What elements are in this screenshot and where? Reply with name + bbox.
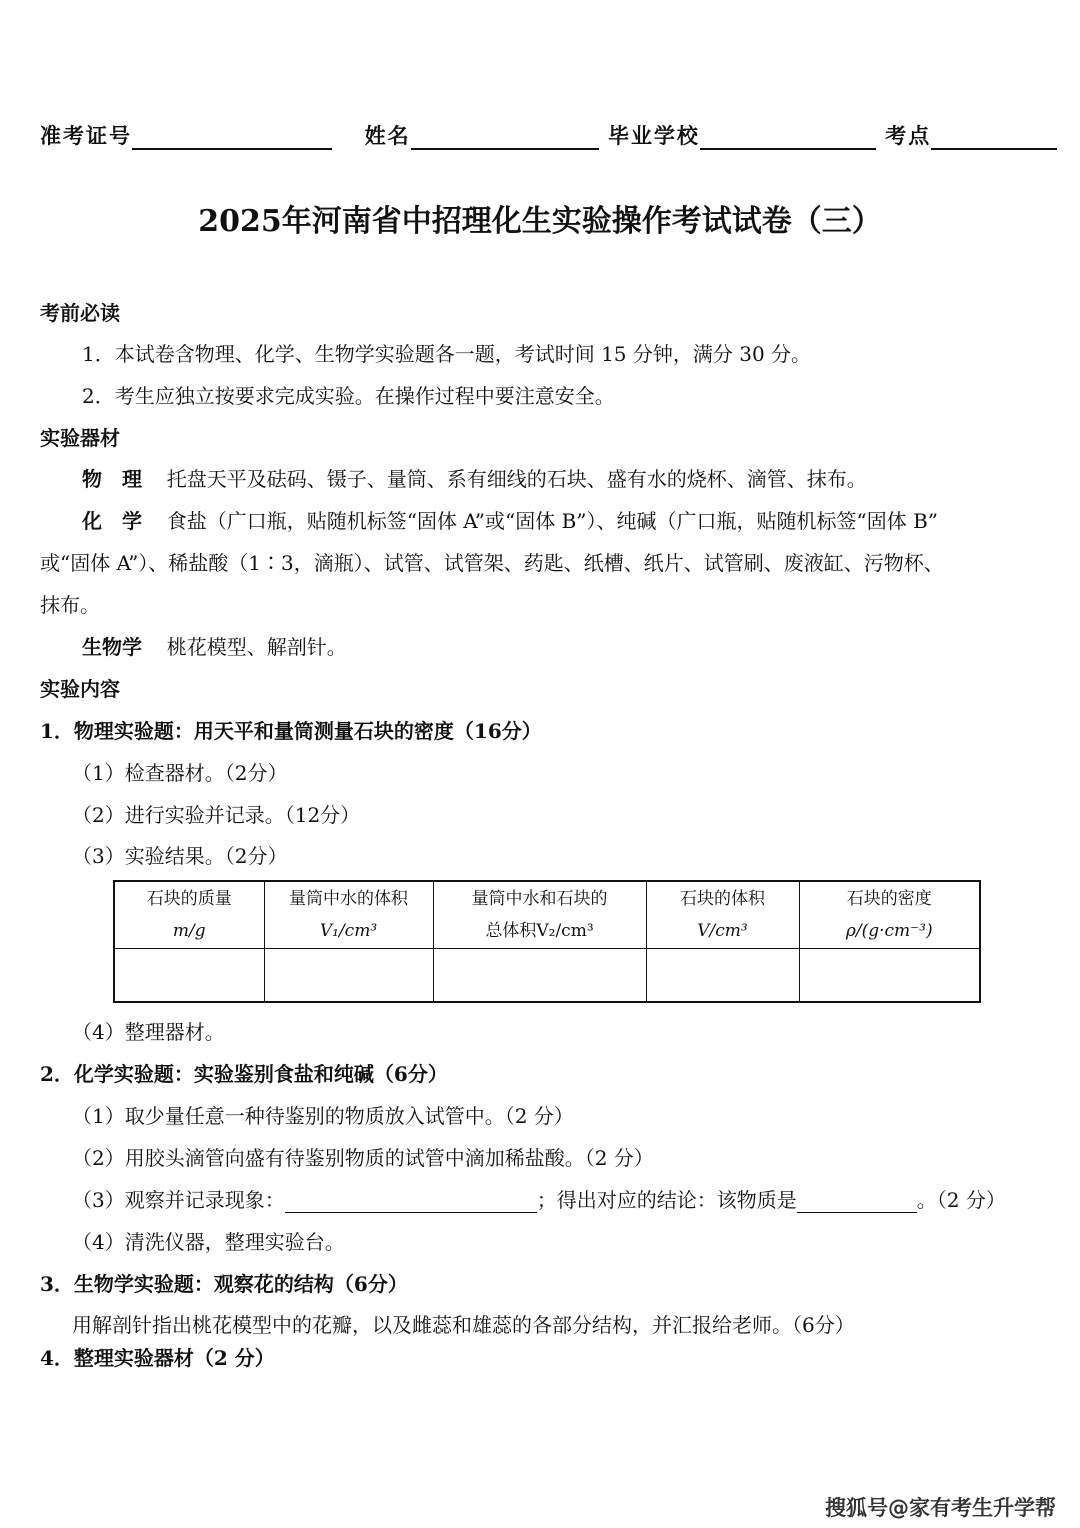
chemistry-text-3: 抹布。 [40, 593, 100, 617]
notice-item-2: 2．考生应独立按要求完成实验。在操作过程中要注意安全。 [82, 384, 615, 408]
biology-text: 桃花模型、解剖针。 [166, 635, 347, 659]
physics-label: 物 理 [82, 467, 142, 491]
physics-text: 托盘天平及砝码、镊子、量筒、系有细线的石块、盛有水的烧杯、滴管、抹布。 [166, 467, 867, 491]
site-blank[interactable] [931, 126, 1057, 150]
chemistry-text-2: 或“固体 A”）、稀盐酸（1∶3，滴瓶）、试管、试管架、药匙、纸槽、纸片、试管刷、废液缸、污物杯、 [40, 551, 944, 575]
q3-title: 3．生物学实验题：观察花的结构（6分） [40, 1272, 408, 1296]
q2-step-3: （3）观察并记录现象： ；得出对应的结论：该物质是 。（2 分） [72, 1188, 1006, 1212]
exam-id-label: 准考证号 [40, 123, 132, 148]
notice-heading: 考前必读 [40, 301, 120, 325]
stone-volume-input-cell[interactable] [646, 949, 799, 1003]
q1-step-1: （1）检查器材。（2分） [72, 761, 288, 785]
exam-id-blank[interactable] [132, 126, 332, 150]
materials-chemistry [82, 505, 938, 534]
q2-step-1: （1）取少量任意一种待鉴别的物质放入试管中。（2 分） [72, 1104, 574, 1128]
watermark: 搜狐号@家有考生升学帮 [825, 1496, 1056, 1520]
chemistry-label: 化 学 [82, 509, 142, 533]
table-header-cell: 量筒中水和石块的 总体积V₂/cm³ [433, 881, 646, 949]
content-heading: 实验内容 [40, 677, 120, 701]
materials-physics [82, 463, 867, 492]
name-label: 姓名 [364, 123, 411, 148]
exam-header [40, 120, 1057, 150]
mass-input-cell[interactable] [114, 949, 264, 1003]
school-blank[interactable] [700, 126, 876, 150]
q1-step-2: （2）进行实验并记录。（12分） [72, 803, 361, 827]
q1-step-4: （4）整理器材。 [72, 1020, 225, 1044]
results-table [113, 880, 981, 1003]
table-header-cell: 石块的体积 V/cm³ [646, 881, 799, 949]
q2-step-2: （2）用胶头滴管向盛有待鉴别物质的试管中滴加稀盐酸。（2 分） [72, 1146, 654, 1170]
q1-step-3: （3）实验结果。（2分） [72, 844, 288, 868]
conclusion-blank[interactable] [797, 1192, 917, 1213]
notice-item-1: 1．本试卷含物理、化学、生物学实验题各一题，考试时间 15 分钟，满分 30 分。 [82, 342, 812, 366]
table-header-cell: 量筒中水的体积 V₁/cm³ [264, 881, 433, 949]
table-header-cell: 石块的密度 ρ/(g·cm⁻³) [799, 881, 980, 949]
page-title: 2025年河南省中招理化生实验操作考试试卷（三） [198, 204, 882, 239]
biology-label: 生物学 [82, 635, 142, 659]
table-header-row [114, 881, 980, 949]
materials-heading: 实验器材 [40, 426, 120, 450]
site-label: 考点 [885, 123, 932, 148]
q4-title: 4．整理实验器材（2 分） [40, 1346, 275, 1370]
table-row [114, 949, 980, 1003]
q3-text: 用解剖针指出桃花模型中的花瓣，以及雌蕊和雄蕊的各部分结构，并汇报给老师。（6分） [72, 1313, 855, 1337]
total-volume-input-cell[interactable] [433, 949, 646, 1003]
water-volume-input-cell[interactable] [264, 949, 433, 1003]
table-header-cell: 石块的质量 m/g [114, 881, 264, 949]
phenomenon-blank[interactable] [285, 1192, 537, 1213]
density-input-cell[interactable] [799, 949, 980, 1003]
q2-step-4: （4）清洗仪器，整理实验台。 [72, 1230, 345, 1254]
q1-title: 1．物理实验题：用天平和量筒测量石块的密度（16分） [40, 719, 542, 743]
name-blank[interactable] [411, 126, 599, 150]
chemistry-text-1: 食盐（广口瓶，贴随机标签“固体 A”或“固体 B”）、纯碱（广口瓶，贴随机标签“固体 B” [166, 509, 939, 533]
materials-biology [82, 631, 347, 660]
q2-title: 2．化学实验题：实验鉴别食盐和纯碱（6分） [40, 1062, 448, 1086]
school-label: 毕业学校 [607, 123, 700, 148]
